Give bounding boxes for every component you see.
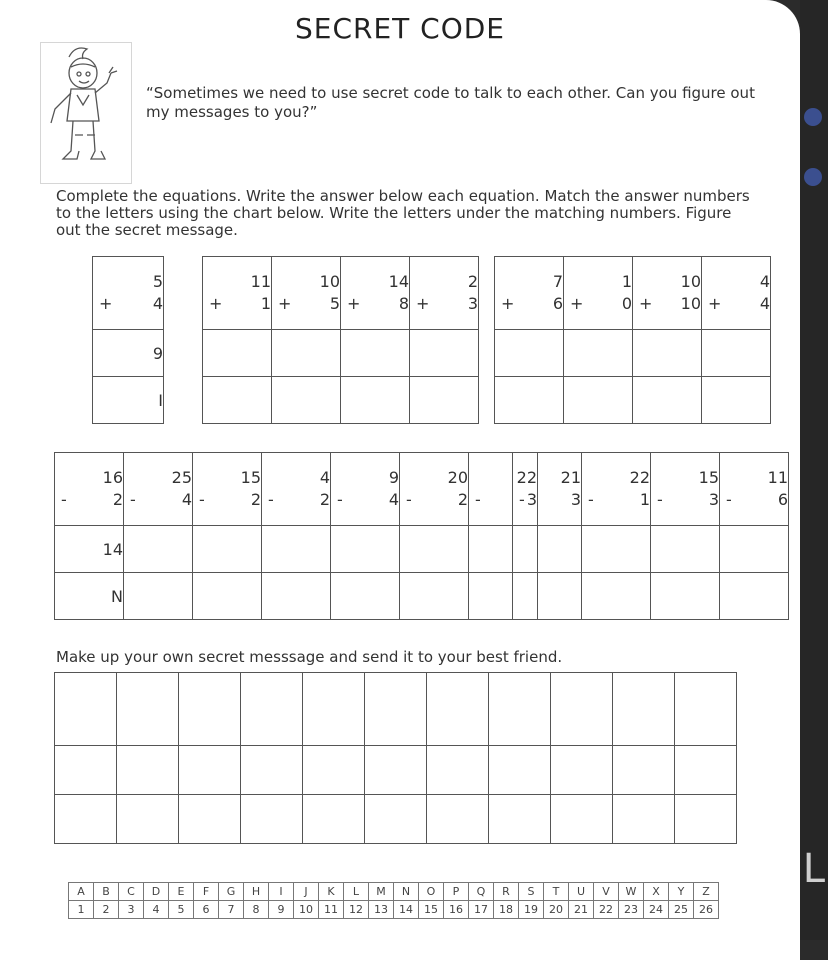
answer-cell[interactable] bbox=[331, 526, 400, 573]
letter-cell[interactable] bbox=[193, 573, 262, 620]
equation-top-number: 7 bbox=[552, 272, 563, 291]
equation-operator: + bbox=[570, 294, 584, 313]
equation-operator: + bbox=[501, 294, 515, 313]
code-letter-cell: L bbox=[344, 883, 369, 901]
code-number-cell: 23 bbox=[619, 901, 644, 919]
code-letter-cell: Z bbox=[694, 883, 719, 901]
code-number-cell: 13 bbox=[369, 901, 394, 919]
letter-cell[interactable] bbox=[341, 377, 410, 424]
equation-row bbox=[203, 257, 479, 330]
letter-cell[interactable] bbox=[513, 573, 582, 620]
code-letter-cell: N bbox=[394, 883, 419, 901]
blank-message-cell[interactable] bbox=[427, 673, 489, 746]
equation-operator: - bbox=[199, 490, 205, 509]
code-number-cell: 2 bbox=[94, 901, 119, 919]
blank-message-cell[interactable] bbox=[551, 746, 613, 795]
code-letter-cell: M bbox=[369, 883, 394, 901]
equation-bottom-number: 6 bbox=[552, 294, 563, 313]
code-number-cell: 21 bbox=[569, 901, 594, 919]
blank-message-cell[interactable] bbox=[365, 746, 427, 795]
blank-message-cell[interactable] bbox=[613, 746, 675, 795]
answer-cell[interactable]: 14 bbox=[55, 526, 124, 573]
blank-message-cell[interactable] bbox=[613, 795, 675, 844]
blank-message-cell[interactable] bbox=[427, 795, 489, 844]
equation-bottom-number: 2 bbox=[250, 490, 261, 509]
blank-message-cell[interactable] bbox=[117, 673, 179, 746]
instructions-text: Complete the equations. Write the answer below each equation. Match the answer numbers to the letters using the chart below. Write the letters under the matching numbers. Figure out the secret message. bbox=[56, 187, 750, 239]
equation-cell bbox=[564, 257, 633, 330]
background-circle-icon bbox=[804, 108, 822, 126]
equation-top-number: 15 bbox=[698, 468, 719, 487]
blank-message-cell[interactable] bbox=[55, 746, 117, 795]
equation-cell bbox=[651, 453, 720, 526]
blank-message-cell[interactable] bbox=[427, 746, 489, 795]
code-letter-cell: U bbox=[569, 883, 594, 901]
code-number-cell: 1 bbox=[69, 901, 94, 919]
equation-cell bbox=[410, 257, 479, 330]
code-letter-row bbox=[69, 883, 719, 901]
blank-message-cell[interactable] bbox=[365, 673, 427, 746]
equation-grid-5 bbox=[512, 452, 789, 620]
blank-message-cell[interactable] bbox=[489, 795, 551, 844]
blank-message-grid bbox=[54, 672, 737, 844]
blank-message-cell[interactable] bbox=[365, 795, 427, 844]
background-circle-icon bbox=[804, 168, 822, 186]
code-number-cell: 22 bbox=[594, 901, 619, 919]
letter-cell[interactable]: N bbox=[55, 573, 124, 620]
equation-bottom-number: 3 bbox=[708, 490, 719, 509]
equation-grid-3 bbox=[494, 256, 771, 424]
code-number-cell: 9 bbox=[269, 901, 294, 919]
equation-cell bbox=[341, 257, 410, 330]
letter-cell[interactable] bbox=[633, 377, 702, 424]
code-letter-cell: S bbox=[519, 883, 544, 901]
answer-row bbox=[55, 526, 538, 573]
letter-cell[interactable] bbox=[564, 377, 633, 424]
letter-row bbox=[495, 377, 771, 424]
equation-top-number: 25 bbox=[171, 468, 192, 487]
code-letter-cell: O bbox=[419, 883, 444, 901]
equation-cell bbox=[55, 453, 124, 526]
blank-message-cell[interactable] bbox=[675, 746, 737, 795]
equation-bottom-number: 0 bbox=[621, 294, 632, 313]
equation-top-number: 4 bbox=[759, 272, 770, 291]
equation-bottom-number: 10 bbox=[680, 294, 701, 313]
letter-cell[interactable] bbox=[582, 573, 651, 620]
code-letter-cell: G bbox=[219, 883, 244, 901]
equation-operator: - bbox=[519, 490, 525, 509]
code-number-cell: 8 bbox=[244, 901, 269, 919]
equation-operator: + bbox=[99, 294, 113, 313]
letter-cell[interactable] bbox=[331, 573, 400, 620]
equation-cell bbox=[262, 453, 331, 526]
code-letter-cell: J bbox=[294, 883, 319, 901]
equation-bottom-number: 1 bbox=[260, 294, 271, 313]
answer-cell[interactable] bbox=[272, 330, 341, 377]
equation-row bbox=[55, 453, 538, 526]
blank-message-cell[interactable] bbox=[675, 673, 737, 746]
code-letter-cell: X bbox=[644, 883, 669, 901]
equation-operator: - bbox=[588, 490, 594, 509]
answer-cell[interactable] bbox=[720, 526, 789, 573]
code-number-cell: 24 bbox=[644, 901, 669, 919]
code-number-cell: 5 bbox=[169, 901, 194, 919]
equation-cell bbox=[272, 257, 341, 330]
blank-message-cell[interactable] bbox=[489, 746, 551, 795]
letter-row bbox=[55, 573, 538, 620]
equation-operator: - bbox=[406, 490, 412, 509]
letter-row bbox=[93, 377, 164, 424]
letter-cell[interactable] bbox=[124, 573, 193, 620]
equation-operator: - bbox=[61, 490, 67, 509]
equation-top-number: 20 bbox=[447, 468, 468, 487]
answer-row bbox=[495, 330, 771, 377]
equation-cell bbox=[400, 453, 469, 526]
code-letter-cell: V bbox=[594, 883, 619, 901]
code-number-cell: 15 bbox=[419, 901, 444, 919]
equation-cell bbox=[702, 257, 771, 330]
answer-cell[interactable] bbox=[702, 330, 771, 377]
equation-grid-1 bbox=[92, 256, 164, 424]
equation-operator: + bbox=[209, 294, 223, 313]
answer-cell[interactable] bbox=[633, 330, 702, 377]
blank-message-cell[interactable] bbox=[241, 746, 303, 795]
equation-operator: - bbox=[268, 490, 274, 509]
code-number-cell: 7 bbox=[219, 901, 244, 919]
blank-message-cell[interactable] bbox=[179, 746, 241, 795]
code-number-cell: 19 bbox=[519, 901, 544, 919]
answer-row bbox=[203, 330, 479, 377]
letter-cell[interactable] bbox=[400, 573, 469, 620]
code-number-row bbox=[69, 901, 719, 919]
code-number-cell: 25 bbox=[669, 901, 694, 919]
page-title: SECRET CODE bbox=[294, 12, 505, 45]
blank-message-cell[interactable] bbox=[303, 746, 365, 795]
equation-operator: + bbox=[278, 294, 292, 313]
answer-cell[interactable] bbox=[341, 330, 410, 377]
answer-cell[interactable] bbox=[582, 526, 651, 573]
letter-cell[interactable] bbox=[410, 377, 479, 424]
answer-cell[interactable] bbox=[124, 526, 193, 573]
code-letter-cell: A bbox=[69, 883, 94, 901]
blank-message-row bbox=[55, 673, 737, 746]
equation-operator: - bbox=[657, 490, 663, 509]
code-letter-cell: H bbox=[244, 883, 269, 901]
code-number-cell: 14 bbox=[394, 901, 419, 919]
code-letter-cell: E bbox=[169, 883, 194, 901]
blank-message-cell[interactable] bbox=[55, 795, 117, 844]
code-number-cell: 4 bbox=[144, 901, 169, 919]
equation-cell bbox=[93, 257, 164, 330]
answer-cell[interactable]: 9 bbox=[93, 330, 164, 377]
answer-cell[interactable] bbox=[193, 526, 262, 573]
answer-cell[interactable] bbox=[400, 526, 469, 573]
equation-grid-2 bbox=[202, 256, 479, 424]
equation-bottom-number: 4 bbox=[759, 294, 770, 313]
equation-top-number: 22 bbox=[516, 468, 537, 487]
code-number-cell: 10 bbox=[294, 901, 319, 919]
background-letter: L bbox=[802, 846, 825, 892]
blank-message-cell[interactable] bbox=[613, 673, 675, 746]
background-strip bbox=[800, 0, 828, 940]
code-number-cell: 11 bbox=[319, 901, 344, 919]
equation-operator: - bbox=[726, 490, 732, 509]
letter-row bbox=[513, 573, 789, 620]
equation-top-number: 10 bbox=[319, 272, 340, 291]
equation-bottom-number: 1 bbox=[639, 490, 650, 509]
blank-message-cell[interactable] bbox=[551, 673, 613, 746]
equation-bottom-number: 4 bbox=[181, 490, 192, 509]
equation-operator: + bbox=[347, 294, 361, 313]
code-number-cell: 3 bbox=[119, 901, 144, 919]
equation-operator: - bbox=[337, 490, 343, 509]
equation-top-number: 10 bbox=[680, 272, 701, 291]
blank-message-cell[interactable] bbox=[303, 795, 365, 844]
code-letter-cell: D bbox=[144, 883, 169, 901]
letter-cell[interactable]: I bbox=[93, 377, 164, 424]
equation-operator: + bbox=[708, 294, 722, 313]
blank-message-row bbox=[55, 746, 737, 795]
code-number-cell: 20 bbox=[544, 901, 569, 919]
code-letter-cell: Y bbox=[669, 883, 694, 901]
equation-row bbox=[513, 453, 789, 526]
code-letter-cell: I bbox=[269, 883, 294, 901]
blank-message-cell[interactable] bbox=[675, 795, 737, 844]
letter-cell[interactable] bbox=[262, 573, 331, 620]
answer-cell[interactable] bbox=[495, 330, 564, 377]
code-number-cell: 16 bbox=[444, 901, 469, 919]
answer-cell[interactable] bbox=[513, 526, 582, 573]
code-number-cell: 12 bbox=[344, 901, 369, 919]
letter-row bbox=[203, 377, 479, 424]
equation-bottom-number: 3 bbox=[467, 294, 478, 313]
blank-message-cell[interactable] bbox=[241, 673, 303, 746]
equation-bottom-number: 5 bbox=[329, 294, 340, 313]
answer-cell[interactable] bbox=[564, 330, 633, 377]
equation-top-number: 15 bbox=[240, 468, 261, 487]
equation-bottom-number: 4 bbox=[388, 490, 399, 509]
mascot-illustration-icon bbox=[41, 43, 131, 183]
equation-grid-4 bbox=[54, 452, 538, 620]
equation-bottom-number: 2 bbox=[112, 490, 123, 509]
equation-top-number: 22 bbox=[629, 468, 650, 487]
blank-message-cell[interactable] bbox=[55, 673, 117, 746]
letter-cell[interactable] bbox=[495, 377, 564, 424]
code-number-cell: 17 bbox=[469, 901, 494, 919]
blank-message-row bbox=[55, 795, 737, 844]
equation-bottom-number: 2 bbox=[319, 490, 330, 509]
equation-cell bbox=[203, 257, 272, 330]
blank-message-cell[interactable] bbox=[241, 795, 303, 844]
blank-message-cell[interactable] bbox=[303, 673, 365, 746]
mascot-frame bbox=[40, 42, 132, 184]
code-letter-cell: F bbox=[194, 883, 219, 901]
answer-cell[interactable] bbox=[203, 330, 272, 377]
code-letter-cell: P bbox=[444, 883, 469, 901]
blank-message-cell[interactable] bbox=[117, 746, 179, 795]
equation-row bbox=[93, 257, 164, 330]
answer-row bbox=[513, 526, 789, 573]
answer-cell[interactable] bbox=[262, 526, 331, 573]
equation-cell bbox=[633, 257, 702, 330]
equation-bottom-number: 3 bbox=[526, 490, 537, 509]
equation-bottom-number: 6 bbox=[777, 490, 788, 509]
equation-top-number: 14 bbox=[388, 272, 409, 291]
equation-top-number: 11 bbox=[250, 272, 271, 291]
code-letter-cell: B bbox=[94, 883, 119, 901]
code-letter-cell: K bbox=[319, 883, 344, 901]
blank-message-cell[interactable] bbox=[179, 795, 241, 844]
equation-operator: - bbox=[130, 490, 136, 509]
equation-top-number: 2 bbox=[467, 272, 478, 291]
equation-bottom-number: 8 bbox=[398, 294, 409, 313]
equation-bottom-number: 4 bbox=[152, 294, 163, 313]
blank-message-cell[interactable] bbox=[551, 795, 613, 844]
equation-bottom-number: 3 bbox=[570, 490, 581, 509]
equation-bottom-number: 2 bbox=[457, 490, 468, 509]
answer-row bbox=[93, 330, 164, 377]
equation-operator: + bbox=[416, 294, 430, 313]
letter-cell[interactable] bbox=[651, 573, 720, 620]
equation-cell bbox=[495, 257, 564, 330]
answer-cell[interactable] bbox=[410, 330, 479, 377]
equation-top-number: 16 bbox=[102, 468, 123, 487]
equation-cell bbox=[720, 453, 789, 526]
code-letter-cell: W bbox=[619, 883, 644, 901]
blank-message-cell[interactable] bbox=[179, 673, 241, 746]
letter-number-code-chart bbox=[68, 882, 719, 919]
equation-cell bbox=[331, 453, 400, 526]
code-letter-cell: C bbox=[119, 883, 144, 901]
equation-top-number: 5 bbox=[152, 272, 163, 291]
equation-top-number: 1 bbox=[621, 272, 632, 291]
code-letter-cell: T bbox=[544, 883, 569, 901]
make-your-own-text: Make up your own secret messsage and send it to your best friend. bbox=[56, 648, 563, 666]
code-number-cell: 26 bbox=[694, 901, 719, 919]
answer-cell[interactable] bbox=[651, 526, 720, 573]
equation-cell bbox=[193, 453, 262, 526]
blank-message-cell[interactable] bbox=[489, 673, 551, 746]
equation-top-number: 4 bbox=[319, 468, 330, 487]
code-number-cell: 6 bbox=[194, 901, 219, 919]
code-number-cell: 18 bbox=[494, 901, 519, 919]
equation-operator: - bbox=[475, 490, 481, 509]
equation-cell bbox=[513, 453, 582, 526]
equation-cell bbox=[124, 453, 193, 526]
equation-top-number: 9 bbox=[388, 468, 399, 487]
letter-cell[interactable] bbox=[272, 377, 341, 424]
code-letter-cell: R bbox=[494, 883, 519, 901]
equation-top-number: 21 bbox=[560, 468, 581, 487]
equation-top-number: 11 bbox=[767, 468, 788, 487]
code-letter-cell: Q bbox=[469, 883, 494, 901]
equation-operator: + bbox=[639, 294, 653, 313]
blank-message-cell[interactable] bbox=[117, 795, 179, 844]
letter-cell[interactable] bbox=[203, 377, 272, 424]
letter-cell[interactable] bbox=[720, 573, 789, 620]
equation-cell bbox=[582, 453, 651, 526]
equation-row bbox=[495, 257, 771, 330]
letter-cell[interactable] bbox=[702, 377, 771, 424]
mascot-speech-text: “Sometimes we need to use secret code to talk to each other. Can you figure out my messages to you?” bbox=[146, 84, 755, 121]
